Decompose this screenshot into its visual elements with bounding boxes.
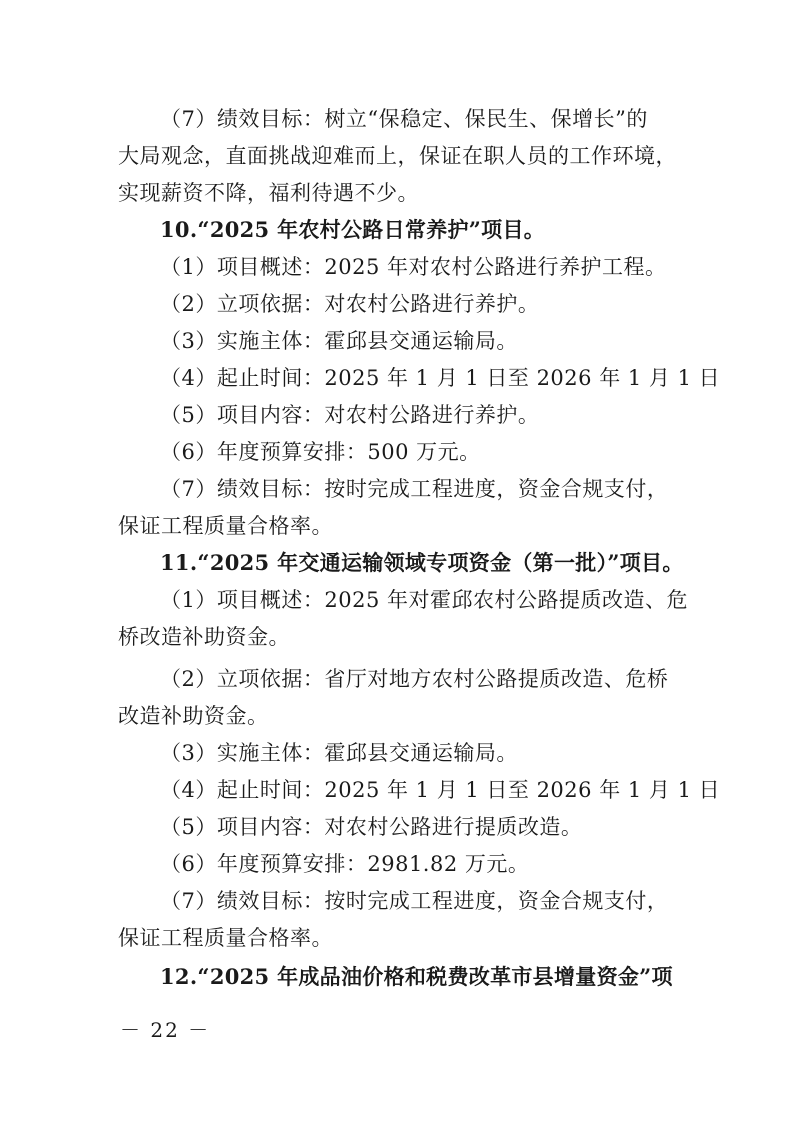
paragraph-line: （6）年度预算安排：2981.82 万元。: [160, 852, 530, 876]
page-number: － 22 －: [120, 1018, 211, 1042]
section-heading: 11.“2025 年交通运输领域专项资金（第一批）”项目。: [160, 550, 684, 575]
paragraph-line: 保证工程质量合格率。: [118, 926, 333, 950]
paragraph-line: （7）绩效目标：按时完成工程进度，资金合规支付，: [160, 889, 669, 913]
paragraph-line: （6）年度预算安排：500 万元。: [160, 440, 481, 464]
section-heading: 12.“2025 年成品油价格和税费改革市县增量资金”项: [160, 964, 673, 989]
paragraph-line: （4）起止时间：2025 年 1 月 1 日至 2026 年 1 月 1 日: [160, 778, 721, 802]
paragraph-line: （1）项目概述：2025 年对霍邱农村公路提质改造、危: [160, 588, 688, 612]
paragraph-line: 改造补助资金。: [118, 704, 269, 728]
section-heading: 10.“2025 年农村公路日常养护”项目。: [160, 217, 546, 242]
paragraph-line: （2）立项依据：省厅对地方农村公路提质改造、危桥: [160, 667, 669, 691]
paragraph-line: 大局观念，直面挑战迎难而上，保证在职人员的工作环境，: [118, 144, 677, 168]
paragraph-line: 实现薪资不降，福利待遇不少。: [118, 181, 419, 205]
paragraph-line: （5）项目内容：对农村公路进行提质改造。: [160, 815, 583, 839]
paragraph-line: （3）实施主体：霍邱县交通运输局。: [160, 329, 518, 353]
paragraph-line: （1）项目概述：2025 年对农村公路进行养护工程。: [160, 255, 667, 279]
paragraph-line: 桥改造补助资金。: [118, 625, 290, 649]
paragraph-line: （4）起止时间：2025 年 1 月 1 日至 2026 年 1 月 1 日: [160, 366, 721, 390]
paragraph-line: （3）实施主体：霍邱县交通运输局。: [160, 741, 518, 765]
paragraph-line: 保证工程质量合格率。: [118, 514, 333, 538]
paragraph-line: （7）绩效目标：按时完成工程进度，资金合规支付，: [160, 477, 669, 501]
paragraph-line: （2）立项依据：对农村公路进行养护。: [160, 292, 540, 316]
paragraph-line: （5）项目内容：对农村公路进行养护。: [160, 403, 540, 427]
paragraph-line: （7）绩效目标：树立“保稳定、保民生、保增长”的: [160, 107, 648, 131]
